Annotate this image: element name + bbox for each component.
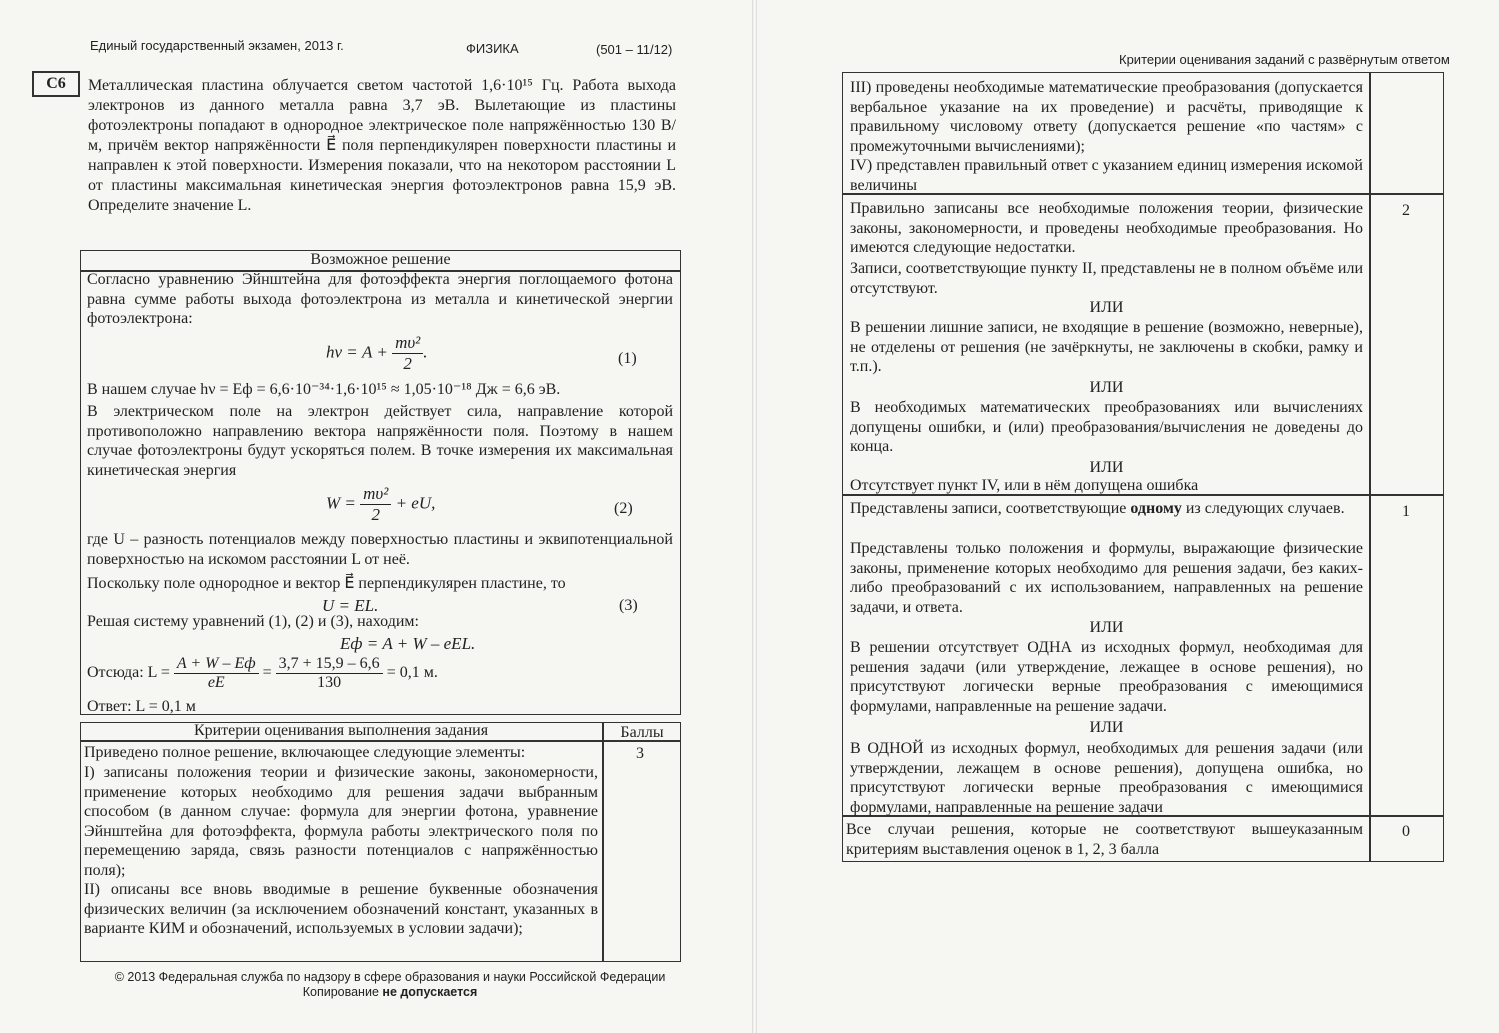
eq5-numerator-2: 3,7 + 15,9 – 6,6	[276, 655, 383, 674]
eq1-numerator: mυ²	[392, 333, 423, 354]
row1-or-2: ИЛИ	[1089, 719, 1124, 736]
subject-label: ФИЗИКА	[466, 41, 519, 56]
eq5-result: = 0,1 м.	[386, 664, 438, 682]
eq1-denominator: 2	[403, 354, 412, 373]
eq5-equals: =	[262, 664, 272, 682]
row1-p1-bold: одному	[1130, 500, 1182, 517]
copy-notice	[70, 985, 710, 999]
criteria-header-divider	[80, 740, 681, 742]
page-code: (501 – 11/12)	[596, 42, 673, 57]
criteria-intro: Приведено полное решение, включающее следующие элементы:	[84, 744, 526, 761]
solution-paragraph-6: Решая систему уравнений (1), (2) и (3), находим:	[87, 613, 419, 630]
exam-title: Единый государственный экзамен, 2013 г.	[90, 38, 344, 53]
eq5-denominator-1: eE	[207, 674, 225, 691]
task-label: С6	[32, 71, 80, 97]
copy-notice-b: не допускается	[382, 985, 478, 999]
solution-paragraph-4: где U – разность потенциалов между поверхностью пластины и эквипотенциальной поверхностью на искомом расстоянии L от неё.	[87, 531, 673, 568]
criteria-item-2: II) описаны все вновь вводимые в решение буквенные обозначения физических величин (за исключением обозначений констант, указанных в варианте КИМ и обозначений, используемых в условии задачи);	[84, 881, 598, 937]
row1-paragraph-2: Представлены только положения и формулы, выражающие физические законы, применение которых необходимо для решения задачи, без каких-либо преобразований с их использованием, направленных на решение задачи, и ответа.	[850, 540, 1363, 616]
equation-3: U = EL.	[322, 596, 379, 615]
solution-paragraph-1: Согласно уравнению Эйнштейна для фотоэффекта энергия поглощаемого фотона равна сумме работы выхода фотоэлектрона из металла и кинетической энергии фотоэлектрона:	[87, 271, 673, 327]
row2-or-3: ИЛИ	[1089, 459, 1124, 476]
copyright-line: © 2013 Федеральная служба по надзору в сфере образования и науки Российской Федерации	[114, 970, 666, 984]
eq1-tag: (1)	[618, 350, 637, 367]
eq2-denominator: 2	[371, 505, 380, 524]
eq1-fraction	[392, 333, 423, 374]
score-0: 0	[1402, 823, 1410, 840]
answer-line: Ответ: L = 0,1 м	[87, 698, 196, 715]
row2-paragraph-1: Правильно записаны все необходимые положения теории, физические законы, закономерности, и проведены необходимые преобразования. Но имеются следующие недостатки.	[850, 200, 1363, 256]
score-column-divider	[1369, 72, 1371, 862]
row2-or-1: ИЛИ	[1089, 299, 1124, 316]
equation-1: hν = A + $\frac{\text{mυ²}}{2}$ .	[326, 333, 428, 373]
score-1: 1	[1402, 503, 1410, 520]
row2-paragraph-3: В решении лишние записи, не входящие в решение (возможно, неверные), не отделены от решения (не зачёркнуты, не заключены в скобки, рамку и т.п.).	[850, 319, 1363, 375]
copy-notice-a: Копирование	[302, 985, 379, 999]
problem-text: Металлическая пластина облучается светом частотой 1,6·10¹⁵ Гц. Работа выхода электронов из данного металла равна 3,7 эВ. Вылетающие из пластины фотоэлектроны попадают в однородное электрическое поле напряжённостью 130 В/м, причём вектор напряжённости E⃗ поля перпендикулярен поверхности пластины и направлен к этой поверхности. Измерения показали, что на некотором расстоянии L от пластины максимальная кинетическая энергия фотоэлектронов равна 15,9 эВ. Определите значение L.	[88, 77, 676, 214]
row2-paragraph-2: Записи, соответствующие пункту II, представлены не в полном объёме или отсутствуют.	[850, 260, 1363, 297]
eq3-tag: (3)	[619, 597, 638, 614]
criteria-column-divider	[602, 722, 604, 962]
solution-paragraph-5: Поскольку поле однородное и вектор E⃗ перпендикулярен пластине, то	[87, 575, 566, 592]
score-3: 3	[636, 745, 644, 762]
equation-5	[87, 655, 438, 692]
eq1-left: hν = A +	[326, 342, 388, 362]
eq5-fraction-2	[276, 655, 383, 692]
row1-or-1: ИЛИ	[1089, 619, 1124, 636]
eq2-right: + eU,	[395, 493, 436, 513]
criteria-items-3-4: III) проведены необходимые математические преобразования (допускается вербальное указание на их проведение) и расчёты, приводящие к правильному числовому ответу (допускается решение «по частям» с промежуточными вычислениями); IV) представлен правильный ответ с указанием единиц измерения искомой величины	[850, 79, 1363, 194]
row1-paragraph-3: В решении отсутствует ОДНА из исходных формул, необходимая для решения задачи (или утверждение, лежащее в основе решения), но присутствуют логически верные преобразования с имеющимися формулами, направленные на решение задачи.	[850, 639, 1363, 715]
points-header: Баллы	[620, 724, 664, 741]
equation-4: Eф = A + W – eEL.	[340, 634, 476, 653]
row1-paragraph-4: В ОДНОЙ из исходных формул, необходимых для решения задачи (или утверждении, лежащем в основе решения), допущена ошибка, но присутствуют логически верные преобразования с имеющимися формулами, направленные на решение задачи	[850, 740, 1363, 816]
equation-2	[326, 484, 435, 525]
right-page	[757, 0, 1499, 1033]
row1-p1-c: из следующих случаев.	[1185, 500, 1345, 517]
eq2-tag: (2)	[614, 500, 633, 517]
row0-text: Все случаи решения, которые не соответствуют вышеуказанным критериям выставления оценок в 1, 2, 3 балла	[846, 821, 1363, 858]
eq5-numerator-1: A + W – Eф	[174, 655, 259, 674]
eq5-prefix: Отсюда: L =	[87, 664, 170, 682]
row2-paragraph-4: В необходимых математических преобразованиях или вычислениях допущены ошибки, и (или) преобразования/вычисления не доведены до конца.	[850, 399, 1363, 455]
eq2-fraction	[360, 484, 391, 525]
eq5-fraction-1	[174, 655, 259, 692]
row2-or-2: ИЛИ	[1089, 379, 1124, 396]
solution-paragraph-2: В нашем случае hν = Eф = 6,6·10⁻³⁴·1,6·10¹⁵ ≈ 1,05·10⁻¹⁸ Дж = 6,6 эВ.	[87, 381, 561, 398]
row1-p1-a: Представлены записи, соответствующие	[850, 500, 1127, 517]
eq2-left: W =	[326, 493, 356, 513]
row2-paragraph-5: Отсутствует пункт IV, или в нём допущена ошибка	[850, 477, 1199, 494]
solution-paragraph-3: В электрическом поле на электрон действует сила, направление которой противоположно направлению вектора напряжённости поля. Поэтому в нашем случае фотоэлектроны будут ускоряться полем. В точке измерения их максимальная кинетическая энергия	[87, 403, 673, 479]
solution-title: Возможное решение	[310, 251, 451, 268]
criteria-title: Критерии оценивания выполнения задания	[193, 722, 489, 739]
right-header: Критерии оценивания заданий с развёрнутым ответом	[1119, 52, 1450, 67]
eq5-denominator-2: 130	[317, 674, 342, 691]
row1-paragraph-1	[850, 499, 1363, 519]
criteria-item-1: I) записаны положения теории и физические законы, закономерности, применение которых необходимо для решения задачи выбранным способом (в данном случае: формула для энергии фотона, уравнение Эйнштейна для фотоэффекта, формула работы электрического поля по перемещению заряда, связь разности потенциалов с напряжённостью поля);	[84, 764, 598, 879]
eq2-numerator: mυ²	[360, 484, 391, 505]
score-2: 2	[1402, 202, 1410, 219]
